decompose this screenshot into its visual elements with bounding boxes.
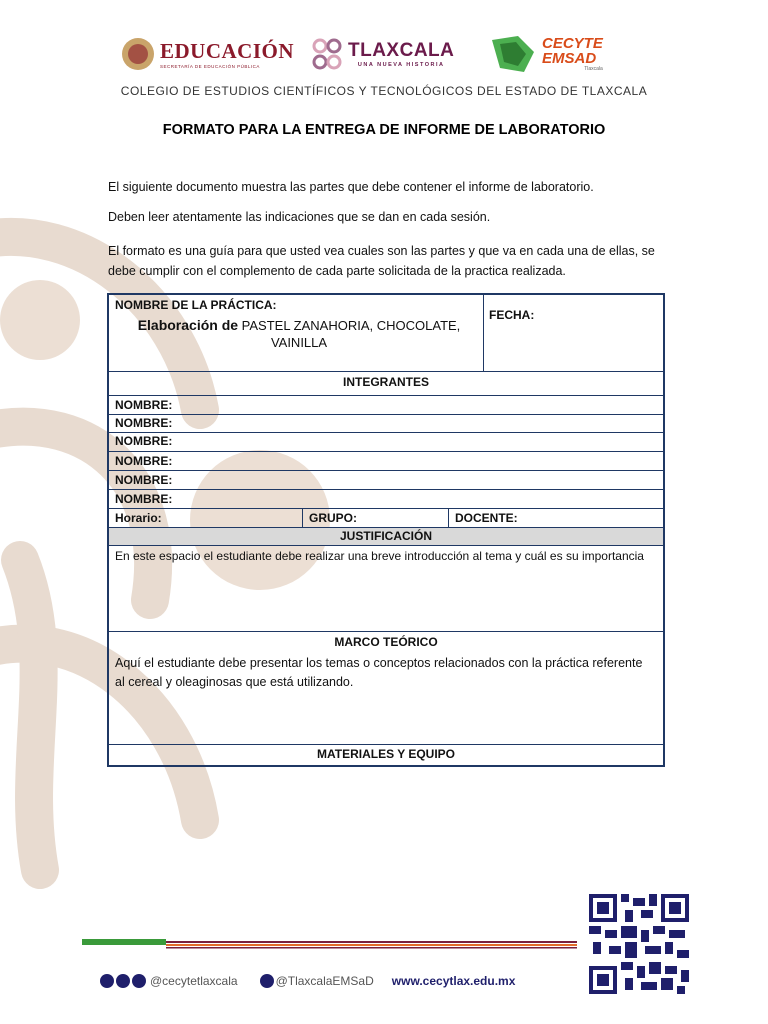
table-divider — [483, 295, 484, 371]
website-link[interactable]: www.cecytlax.edu.mx — [391, 974, 516, 988]
intro-paragraph-2: Deben leer atentamente las indicaciones que se dan en cada sesión. — [108, 210, 491, 224]
facebook-icon[interactable] — [116, 974, 130, 988]
teacher-label: DOCENTE: — [455, 511, 518, 525]
logo-educacion — [120, 30, 294, 78]
schedule-label: Horario: — [115, 511, 162, 525]
cecyte-map-icon — [488, 32, 538, 76]
logo-educacion-subtext: SECRETARÍA DE EDUCACIÓN PÚBLICA — [160, 64, 260, 69]
document-title: FORMATO PARA LA ENTREGA DE INFORME DE LABORATORIO — [162, 122, 606, 138]
members-header-row — [109, 371, 663, 395]
social-links — [100, 974, 515, 988]
logo-emsad-text: EMSAD — [542, 50, 597, 67]
logo-tlaxcala-subtext: UNA NUEVA HISTORIA — [357, 62, 445, 68]
member-row — [109, 489, 663, 508]
materials-header: MATERIALES Y EQUIPO — [316, 747, 456, 761]
justification-text: En este espacio el estudiante debe realizar una breve introducción al tema y cuál es su importancia — [115, 549, 644, 563]
practice-name-prefix: Elaboración de — [137, 317, 239, 333]
member-row — [109, 414, 663, 432]
theory-header: MARCO TEÓRICO — [334, 635, 438, 649]
intro-paragraph-1: El siguiente documento muestra las partes que debe contener el informe de laboratorio. — [108, 180, 594, 194]
materials-header-row — [109, 744, 663, 763]
practice-name-text: PASTEL ZANAHORIA, CHOCOLATE, VAINILLA — [238, 318, 461, 350]
member-name-label: NOMBRE: — [115, 473, 173, 487]
theory-body — [109, 653, 663, 744]
tlaxcala-emblem-icon — [310, 34, 344, 74]
member-row — [109, 470, 663, 489]
theory-text: Aquí el estudiante debe presentar los temas o conceptos relacionados con la práctica referente al cereal y oleaginosas que está utilizando. — [115, 656, 643, 689]
report-form-table — [107, 293, 665, 767]
member-row — [109, 451, 663, 470]
instagram-icon[interactable] — [132, 974, 146, 988]
justification-body — [109, 545, 663, 631]
member-name-label: NOMBRE: — [115, 434, 173, 448]
member-row — [109, 395, 663, 414]
group-label: GRUPO: — [309, 511, 357, 525]
logo-cecyte — [488, 30, 603, 78]
member-name-label: NOMBRE: — [115, 454, 173, 468]
logo-cecyte-text: CECYTE — [542, 35, 603, 52]
schedule-row — [109, 508, 663, 527]
member-row — [109, 432, 663, 451]
member-name-label: NOMBRE: — [115, 416, 173, 430]
logo-tlaxcala-text: TLAXCALA — [348, 40, 455, 61]
date-label: FECHA: — [489, 308, 535, 322]
justification-header: JUSTIFICACIÓN — [339, 529, 432, 543]
social-handle-cecyte[interactable]: @cecytetlaxcala — [150, 974, 238, 988]
logo-tlaxcala — [310, 30, 454, 78]
member-name-label: NOMBRE: — [115, 398, 173, 412]
social-handle-emsad[interactable]: @TlaxcalaEMSaD — [275, 974, 374, 988]
header-logos — [120, 30, 640, 78]
footer-divider — [82, 939, 577, 951]
table-divider — [448, 509, 449, 528]
members-header: INTEGRANTES — [342, 375, 429, 389]
member-name-label: NOMBRE: — [115, 492, 173, 506]
practice-name-label: NOMBRE DE LA PRÁCTICA: — [115, 298, 277, 312]
logo-educacion-text: EDUCACIÓN — [160, 39, 295, 63]
college-name: COLEGIO DE ESTUDIOS CIENTÍFICOS Y TECNOLÓGICOS DEL ESTADO DE TLAXCALA — [120, 84, 648, 98]
theory-header-row — [109, 631, 663, 653]
twitter-icon[interactable] — [260, 974, 274, 988]
twitter-icon[interactable] — [100, 974, 114, 988]
intro-paragraph-3: El formato es una guía para que usted vea cuales son las partes y que va en cada una de ellas, se debe cumplir con el complemento de cada parte solicitada de la practica realizada. — [108, 244, 655, 278]
practice-name-value — [129, 317, 469, 351]
qr-code-icon — [589, 894, 689, 994]
table-divider — [302, 509, 303, 528]
mexico-seal-icon — [120, 34, 156, 74]
logo-cecyte-subtext: Tlaxcala — [584, 66, 603, 72]
justification-header-row — [109, 527, 663, 545]
